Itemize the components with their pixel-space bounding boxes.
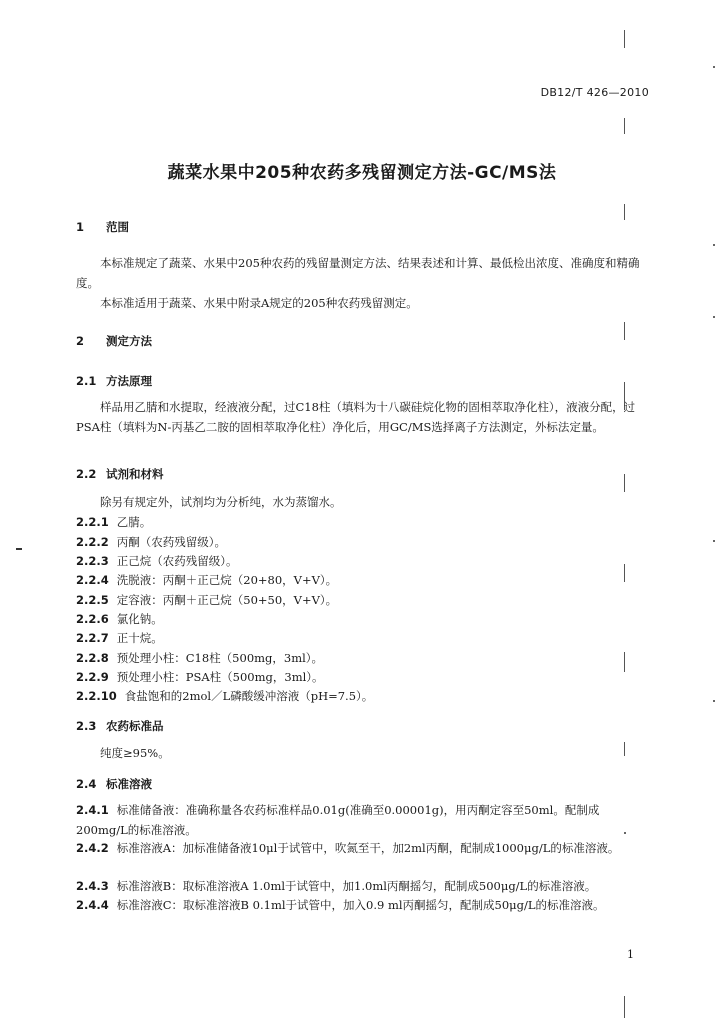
- list-item: [76, 648, 646, 668]
- item-text: 食盐饱和的2mol／L磷酸缓冲溶液（pH=7.5）。: [124, 689, 374, 703]
- scan-dot: [713, 66, 715, 68]
- section-title: 标准溶液: [106, 777, 152, 791]
- paragraph-principle: 样品用乙腈和水提取，经液液分配，过C18柱（填料为十八碳硅烷化物的固相萃取净化柱），液液分配，过PSA柱（填料为N-丙基乙二胺的固相萃取净化柱）净化后，用GC/MS选择离子方法测定，外标法定量。: [76, 400, 636, 434]
- scan-mark: [624, 474, 625, 492]
- section-number: 2: [76, 334, 85, 348]
- item-text: 标准溶液B：取标准溶液A 1.0ml于试管中，加1.0ml丙酮摇匀，配制成500μg/L的标准溶液。: [116, 879, 597, 893]
- paragraph-reagents-intro: 除另有规定外，试剂均为分析纯，水为蒸馏水。: [100, 495, 342, 509]
- scan-dot: [713, 540, 715, 542]
- list-item: [76, 512, 646, 532]
- page-number: 1: [627, 948, 634, 961]
- section-number: 1: [76, 220, 85, 234]
- item-text: 标准溶液A：加标准储备液10μl于试管中，吹氮至干，加2ml丙酮，配制成1000μg/L的标准溶液。: [116, 841, 620, 855]
- list-item: [76, 686, 646, 706]
- item-number: 2.2.2: [76, 535, 109, 549]
- item-number: 2.2.7: [76, 631, 109, 645]
- list-item: [76, 609, 646, 629]
- section-number: 2.1: [76, 374, 97, 388]
- list-item: [76, 590, 646, 610]
- item-number: 2.2.3: [76, 554, 109, 568]
- item-number: 2.4.2: [76, 841, 109, 855]
- paragraph-scope-2: 本标准适用于蔬菜、水果中附录A规定的205种农药残留测定。: [100, 296, 418, 310]
- section-heading-2-3: [76, 718, 164, 734]
- scan-dot: [713, 700, 715, 702]
- scan-dot: [713, 316, 715, 318]
- item-number: 2.4.3: [76, 879, 109, 893]
- list-item: [76, 551, 646, 571]
- item-number: 2.2.8: [76, 651, 109, 665]
- paragraph-purity: 纯度≥95%。: [100, 746, 170, 760]
- section-title: 方法原理: [106, 374, 152, 388]
- section-heading-1: [76, 219, 129, 235]
- list-item: [76, 800, 646, 840]
- item-text: 标准溶液C：取标准溶液B 0.1ml于试管中，加入0.9 ml丙酮摇匀，配制成50μg/L的标准溶液。: [116, 898, 605, 912]
- item-number: 2.2.9: [76, 670, 109, 684]
- document-title: 蔬菜水果中205种农药多残留测定方法-GC/MS法: [167, 163, 557, 183]
- section-heading-2-2: [76, 466, 164, 482]
- item-number: 2.2.6: [76, 612, 109, 626]
- paragraph-scope-1: 本标准规定了蔬菜、水果中205种农药的残留量测定方法、结果表述和计算、最低检出浓度、准确度和精确度。: [76, 256, 640, 290]
- section-title: 范围: [106, 220, 129, 234]
- item-text: 正十烷。: [116, 631, 163, 645]
- list-item: [76, 570, 646, 590]
- section-number: 2.4: [76, 777, 97, 791]
- list-item: [76, 876, 646, 896]
- item-text: 洗脱液：丙酮＋正己烷（20+80，V+V）。: [116, 573, 338, 587]
- section-title: 测定方法: [106, 334, 152, 348]
- list-item: [76, 838, 646, 858]
- section-heading-2: [76, 333, 152, 349]
- item-number: 2.2.1: [76, 515, 109, 529]
- list-item: [76, 895, 646, 915]
- section-heading-2-1: [76, 373, 152, 389]
- item-text: 丙酮（农药残留级）。: [116, 535, 226, 549]
- item-text: 乙腈。: [116, 515, 152, 529]
- scan-mark: [624, 30, 625, 48]
- margin-dash: [16, 548, 22, 550]
- section-number: 2.2: [76, 467, 97, 481]
- scan-mark: [624, 118, 625, 134]
- scan-mark: [624, 322, 625, 340]
- item-text: 氯化钠。: [116, 612, 163, 626]
- scan-dot: [713, 244, 715, 246]
- section-heading-2-4: [76, 776, 152, 792]
- item-number: 2.4.4: [76, 898, 109, 912]
- item-text: 预处理小柱：C18柱（500mg，3ml）。: [116, 651, 324, 665]
- item-number: 2.2.4: [76, 573, 109, 587]
- item-text: 预处理小柱：PSA柱（500mg，3ml）。: [116, 670, 324, 684]
- list-item: [76, 667, 646, 687]
- scan-mark: [624, 204, 625, 220]
- list-item: [76, 532, 646, 552]
- section-title: 农药标准品: [106, 719, 164, 733]
- item-number: 2.2.10: [76, 689, 117, 703]
- item-text: 标准储备液：准确称量各农药标准样品0.01g(准确至0.00001g)，用丙酮定容至50ml。配制成200mg/L的标准溶液。: [76, 803, 600, 837]
- section-title: 试剂和材料: [106, 467, 164, 481]
- standard-code: DB12/T 426—2010: [540, 86, 649, 99]
- section-number: 2.3: [76, 719, 97, 733]
- item-number: 2.4.1: [76, 803, 109, 817]
- list-item: [76, 628, 646, 648]
- item-text: 正己烷（农药残留级）。: [116, 554, 238, 568]
- item-number: 2.2.5: [76, 593, 109, 607]
- scan-mark: [624, 996, 625, 1018]
- item-text: 定容液：丙酮＋正己烷（50+50，V+V）。: [116, 593, 338, 607]
